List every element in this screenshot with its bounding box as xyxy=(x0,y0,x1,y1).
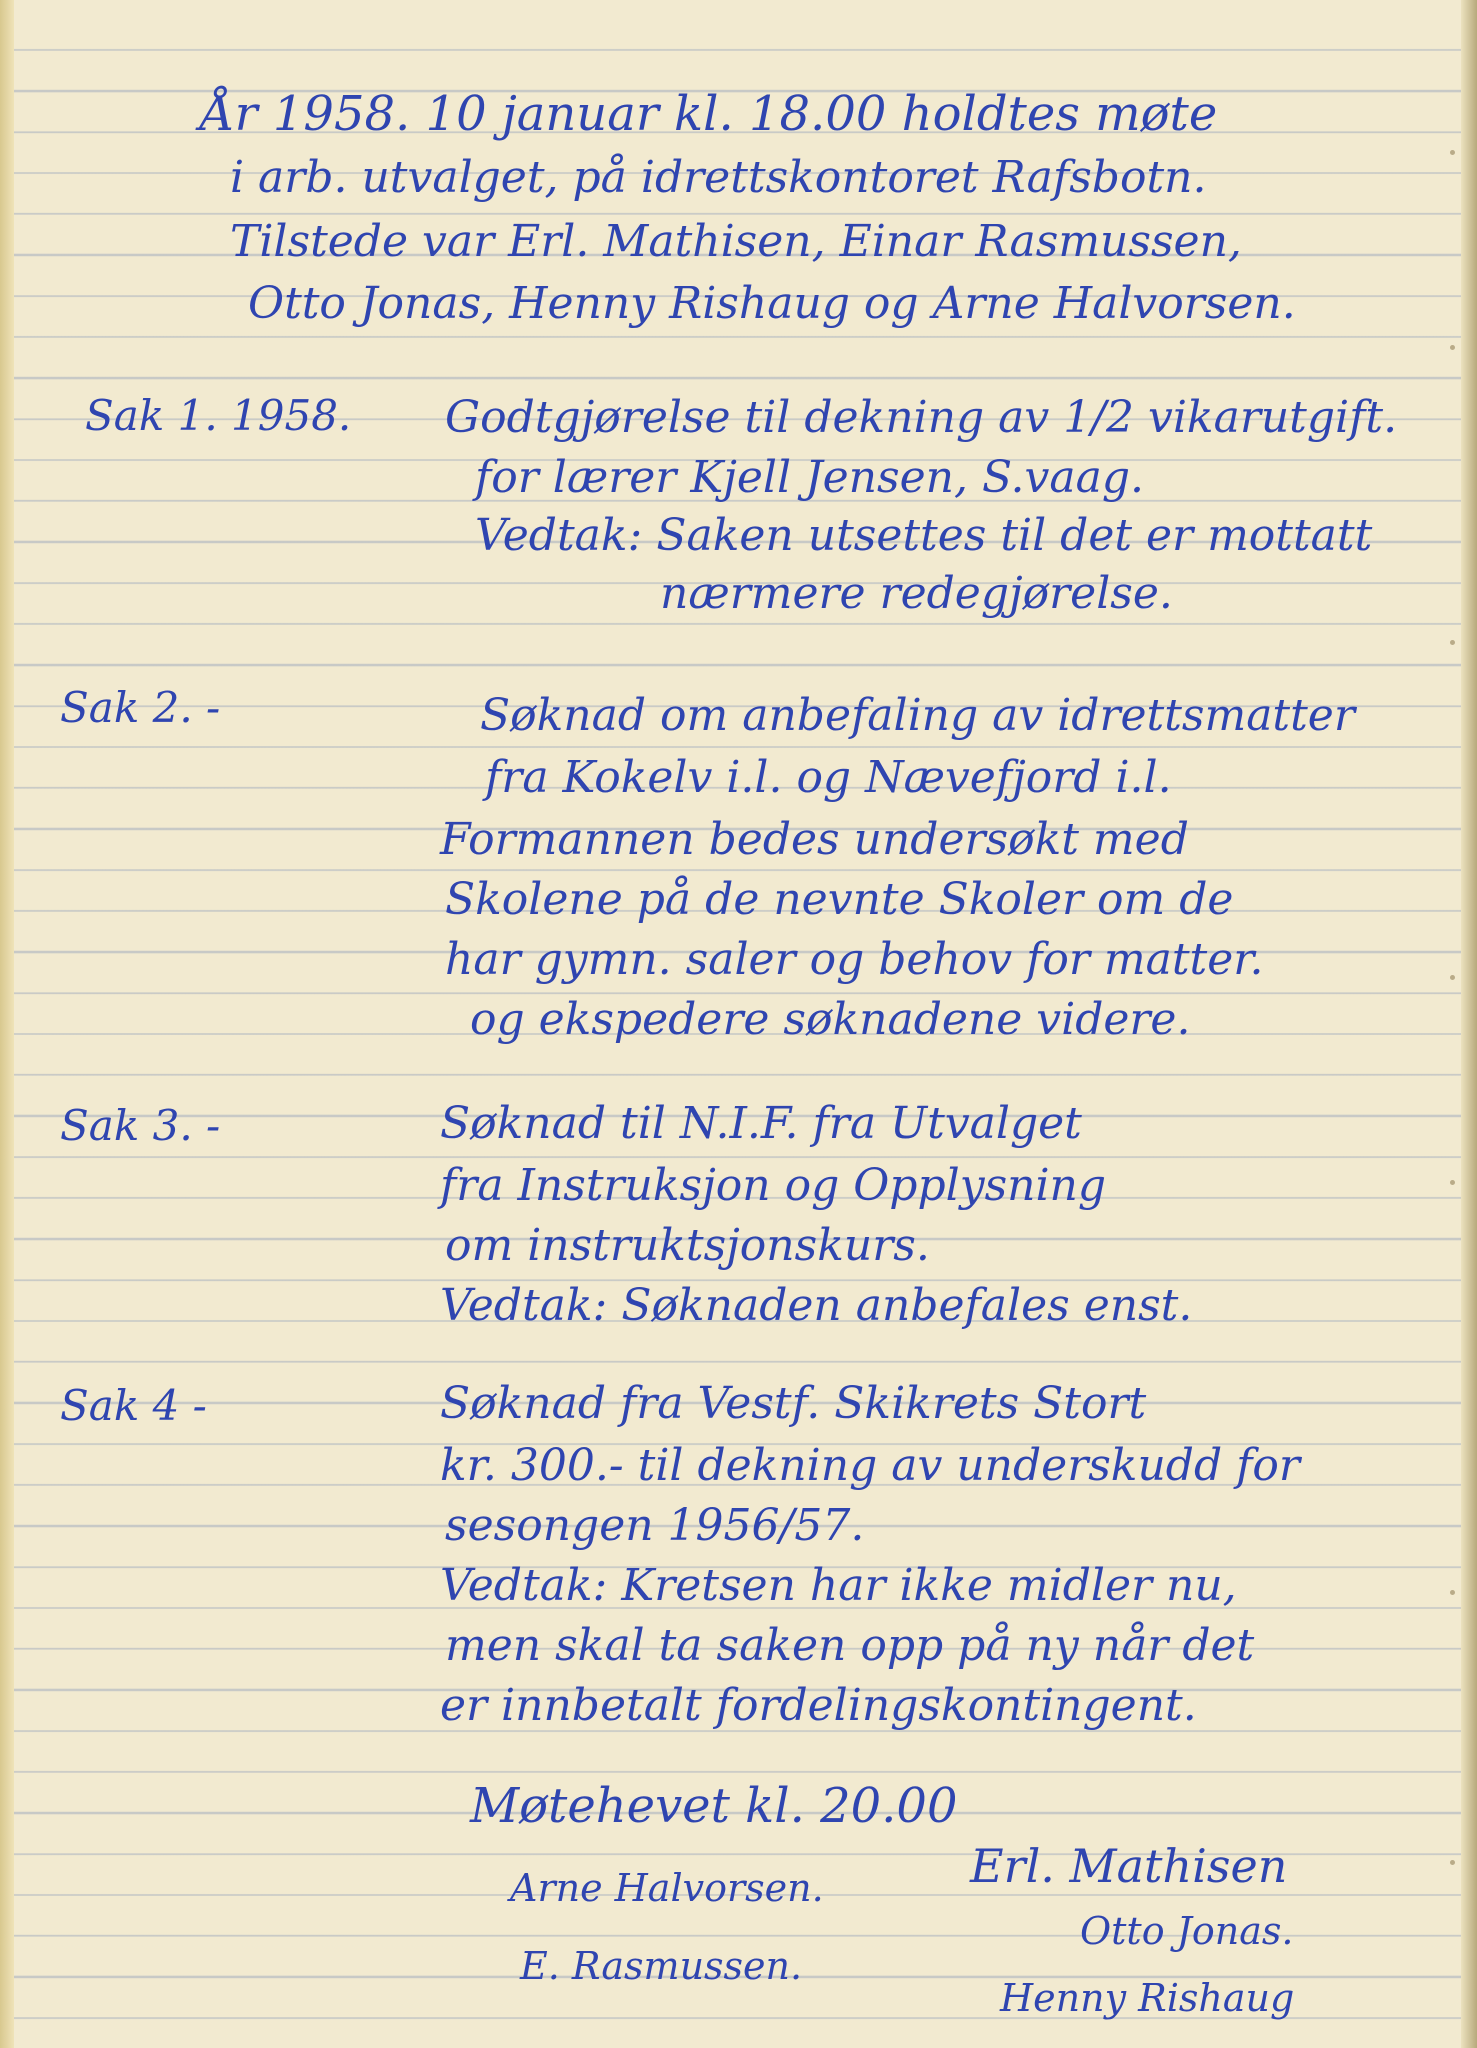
signature-einar-rasmussen: E. Rasmussen. xyxy=(520,1944,803,1988)
page-left-edge xyxy=(0,0,14,2048)
signature-henny-rishaug: Henny Rishaug xyxy=(1000,1976,1295,2020)
header-line-1: År 1958. 10 januar kl. 18.00 holdtes møte xyxy=(200,86,1218,142)
binding-hole xyxy=(1450,1180,1455,1185)
case-label-3: Sak 3. - xyxy=(60,1101,221,1150)
case-4-line-5: men skal ta saken opp på ny når det xyxy=(445,1620,1255,1671)
meeting-closed: Møtehevet kl. 20.00 xyxy=(470,1778,958,1834)
binding-hole xyxy=(1450,1590,1455,1595)
signature-erling-mathisen: Erl. Mathisen xyxy=(970,1839,1288,1893)
case-3-line-1: Søknad til N.I.F. fra Utvalget xyxy=(440,1098,1082,1149)
header-line-3: Tilstede var Erl. Mathisen, Einar Rasmussen, xyxy=(230,216,1242,267)
binding-hole xyxy=(1450,345,1455,350)
case-1-line-2: for lærer Kjell Jensen, S.vaag. xyxy=(475,452,1144,503)
binding-hole xyxy=(1450,640,1455,645)
signature-otto-jonas: Otto Jonas. xyxy=(1080,1909,1294,1953)
case-label-2: Sak 2. - xyxy=(60,683,221,732)
case-2-line-6: og ekspedere søknadene videre. xyxy=(470,994,1191,1045)
case-3-line-4: Vedtak: Søknaden anbefales enst. xyxy=(440,1280,1193,1331)
case-2-line-2: fra Kokelv i.l. og Nævefjord i.l. xyxy=(485,752,1172,803)
case-3-line-2: fra Instruksjon og Opplysning xyxy=(440,1160,1107,1211)
case-4-line-6: er innbetalt fordelingskontingent. xyxy=(440,1680,1197,1731)
binding-hole xyxy=(1450,1860,1455,1865)
case-label-1: Sak 1. 1958. xyxy=(85,391,352,440)
case-4-line-3: sesongen 1956/57. xyxy=(445,1500,865,1551)
case-4-line-4: Vedtak: Kretsen har ikke midler nu, xyxy=(440,1560,1237,1611)
case-1-line-3: Vedtak: Saken utsettes til det er mottatt xyxy=(475,510,1373,561)
case-1-line-4: nærmere redegjørelse. xyxy=(660,568,1173,619)
binding-hole xyxy=(1450,150,1455,155)
case-4-line-2: kr. 300.- til dekning av underskudd for xyxy=(440,1440,1300,1491)
binding-hole xyxy=(1450,975,1455,980)
case-2-line-3: Formannen bedes undersøkt med xyxy=(440,814,1189,865)
case-2-line-4: Skolene på de nevnte Skoler om de xyxy=(445,874,1234,925)
signature-arne-halvorsen: Arne Halvorsen. xyxy=(510,1866,824,1910)
case-4-line-1: Søknad fra Vestf. Skikrets Stort xyxy=(440,1378,1147,1429)
case-3-line-3: om instruktsjonskurs. xyxy=(445,1220,930,1271)
case-label-4: Sak 4 - xyxy=(60,1381,207,1430)
case-2-line-1: Søknad om anbefaling av idrettsmatter xyxy=(480,690,1355,741)
case-2-line-5: har gymn. saler og behov for matter. xyxy=(445,934,1264,985)
header-line-2: i arb. utvalget, på idrettskontoret Rafsbotn. xyxy=(230,152,1207,203)
case-1-line-1: Godtgjørelse til dekning av 1/2 vikarutgift. xyxy=(445,392,1398,443)
header-line-4: Otto Jonas, Henny Rishaug og Arne Halvorsen. xyxy=(248,278,1296,329)
page-right-edge xyxy=(1461,0,1477,2048)
